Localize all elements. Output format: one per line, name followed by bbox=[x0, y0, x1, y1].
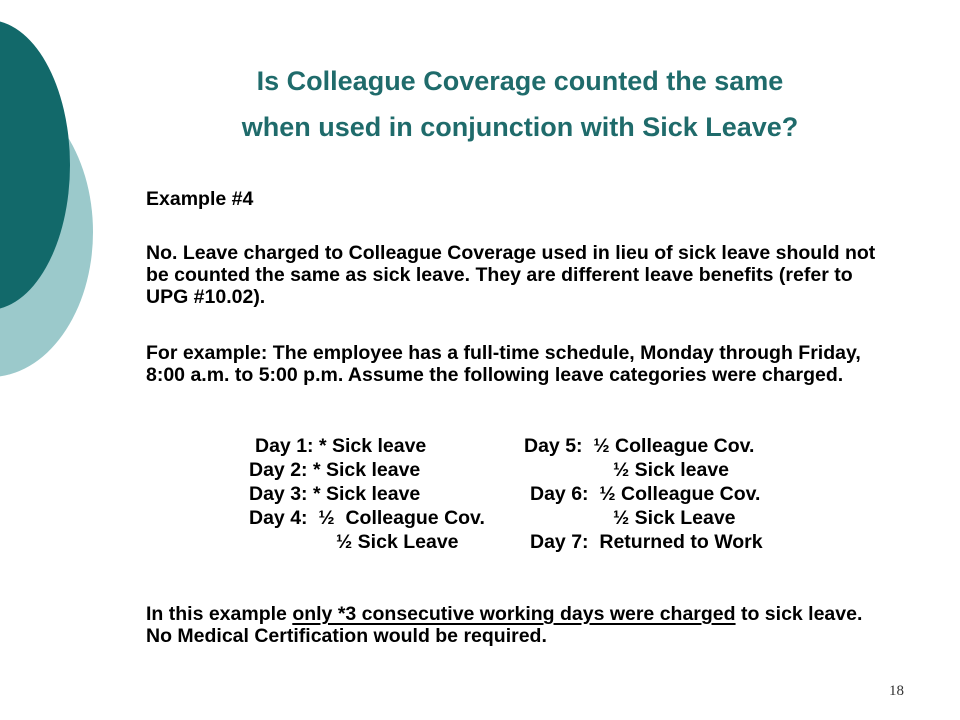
schedule-day-2: Day 2: * Sick leave bbox=[249, 459, 421, 481]
schedule-day-4: Day 4: ½ Colleague Cov. bbox=[249, 507, 485, 529]
schedule-day-6-continued: ½ Sick Leave bbox=[613, 507, 736, 529]
conclusion-emphasis: only *3 consecutive working days were charged bbox=[292, 603, 736, 625]
schedule-day-3: Day 3: * Sick leave bbox=[249, 483, 421, 505]
schedule-day-7: Day 7: Returned to Work bbox=[530, 531, 763, 553]
schedule-day-5-continued: ½ Sick leave bbox=[613, 459, 730, 481]
schedule-day-4-continued: ½ Sick Leave bbox=[336, 531, 459, 553]
schedule-day-6: Day 6: ½ Colleague Cov. bbox=[530, 483, 761, 505]
conclusion-lead: In this example bbox=[146, 603, 293, 625]
title-line-2: when used in conjunction with Sick Leave? bbox=[241, 112, 799, 142]
schedule-day-5: Day 5: ½ Colleague Cov. bbox=[524, 435, 755, 457]
slide-title bbox=[150, 58, 890, 150]
paragraph-conclusion bbox=[146, 603, 886, 647]
decorative-circles bbox=[0, 0, 110, 380]
page-number: 18 bbox=[889, 683, 904, 699]
paragraph-answer: No. Leave charged to Colleague Coverage used in lieu of sick leave should not be counted the same as sick leave. They are different leave benefits (refer to UPG #10.02). bbox=[146, 242, 876, 308]
paragraph-example: For example: The employee has a full-time schedule, Monday through Friday, 8:00 a.m. to 5:00 p.m. Assume the following leave categories were charged. bbox=[146, 342, 861, 386]
title-line-1: Is Colleague Coverage counted the same bbox=[256, 66, 784, 96]
schedule-day-1: Day 1: * Sick leave bbox=[255, 435, 427, 457]
example-label: Example #4 bbox=[146, 188, 254, 210]
conclusion-tail: to sick leave. No Medical Certification would be required. bbox=[146, 603, 863, 647]
